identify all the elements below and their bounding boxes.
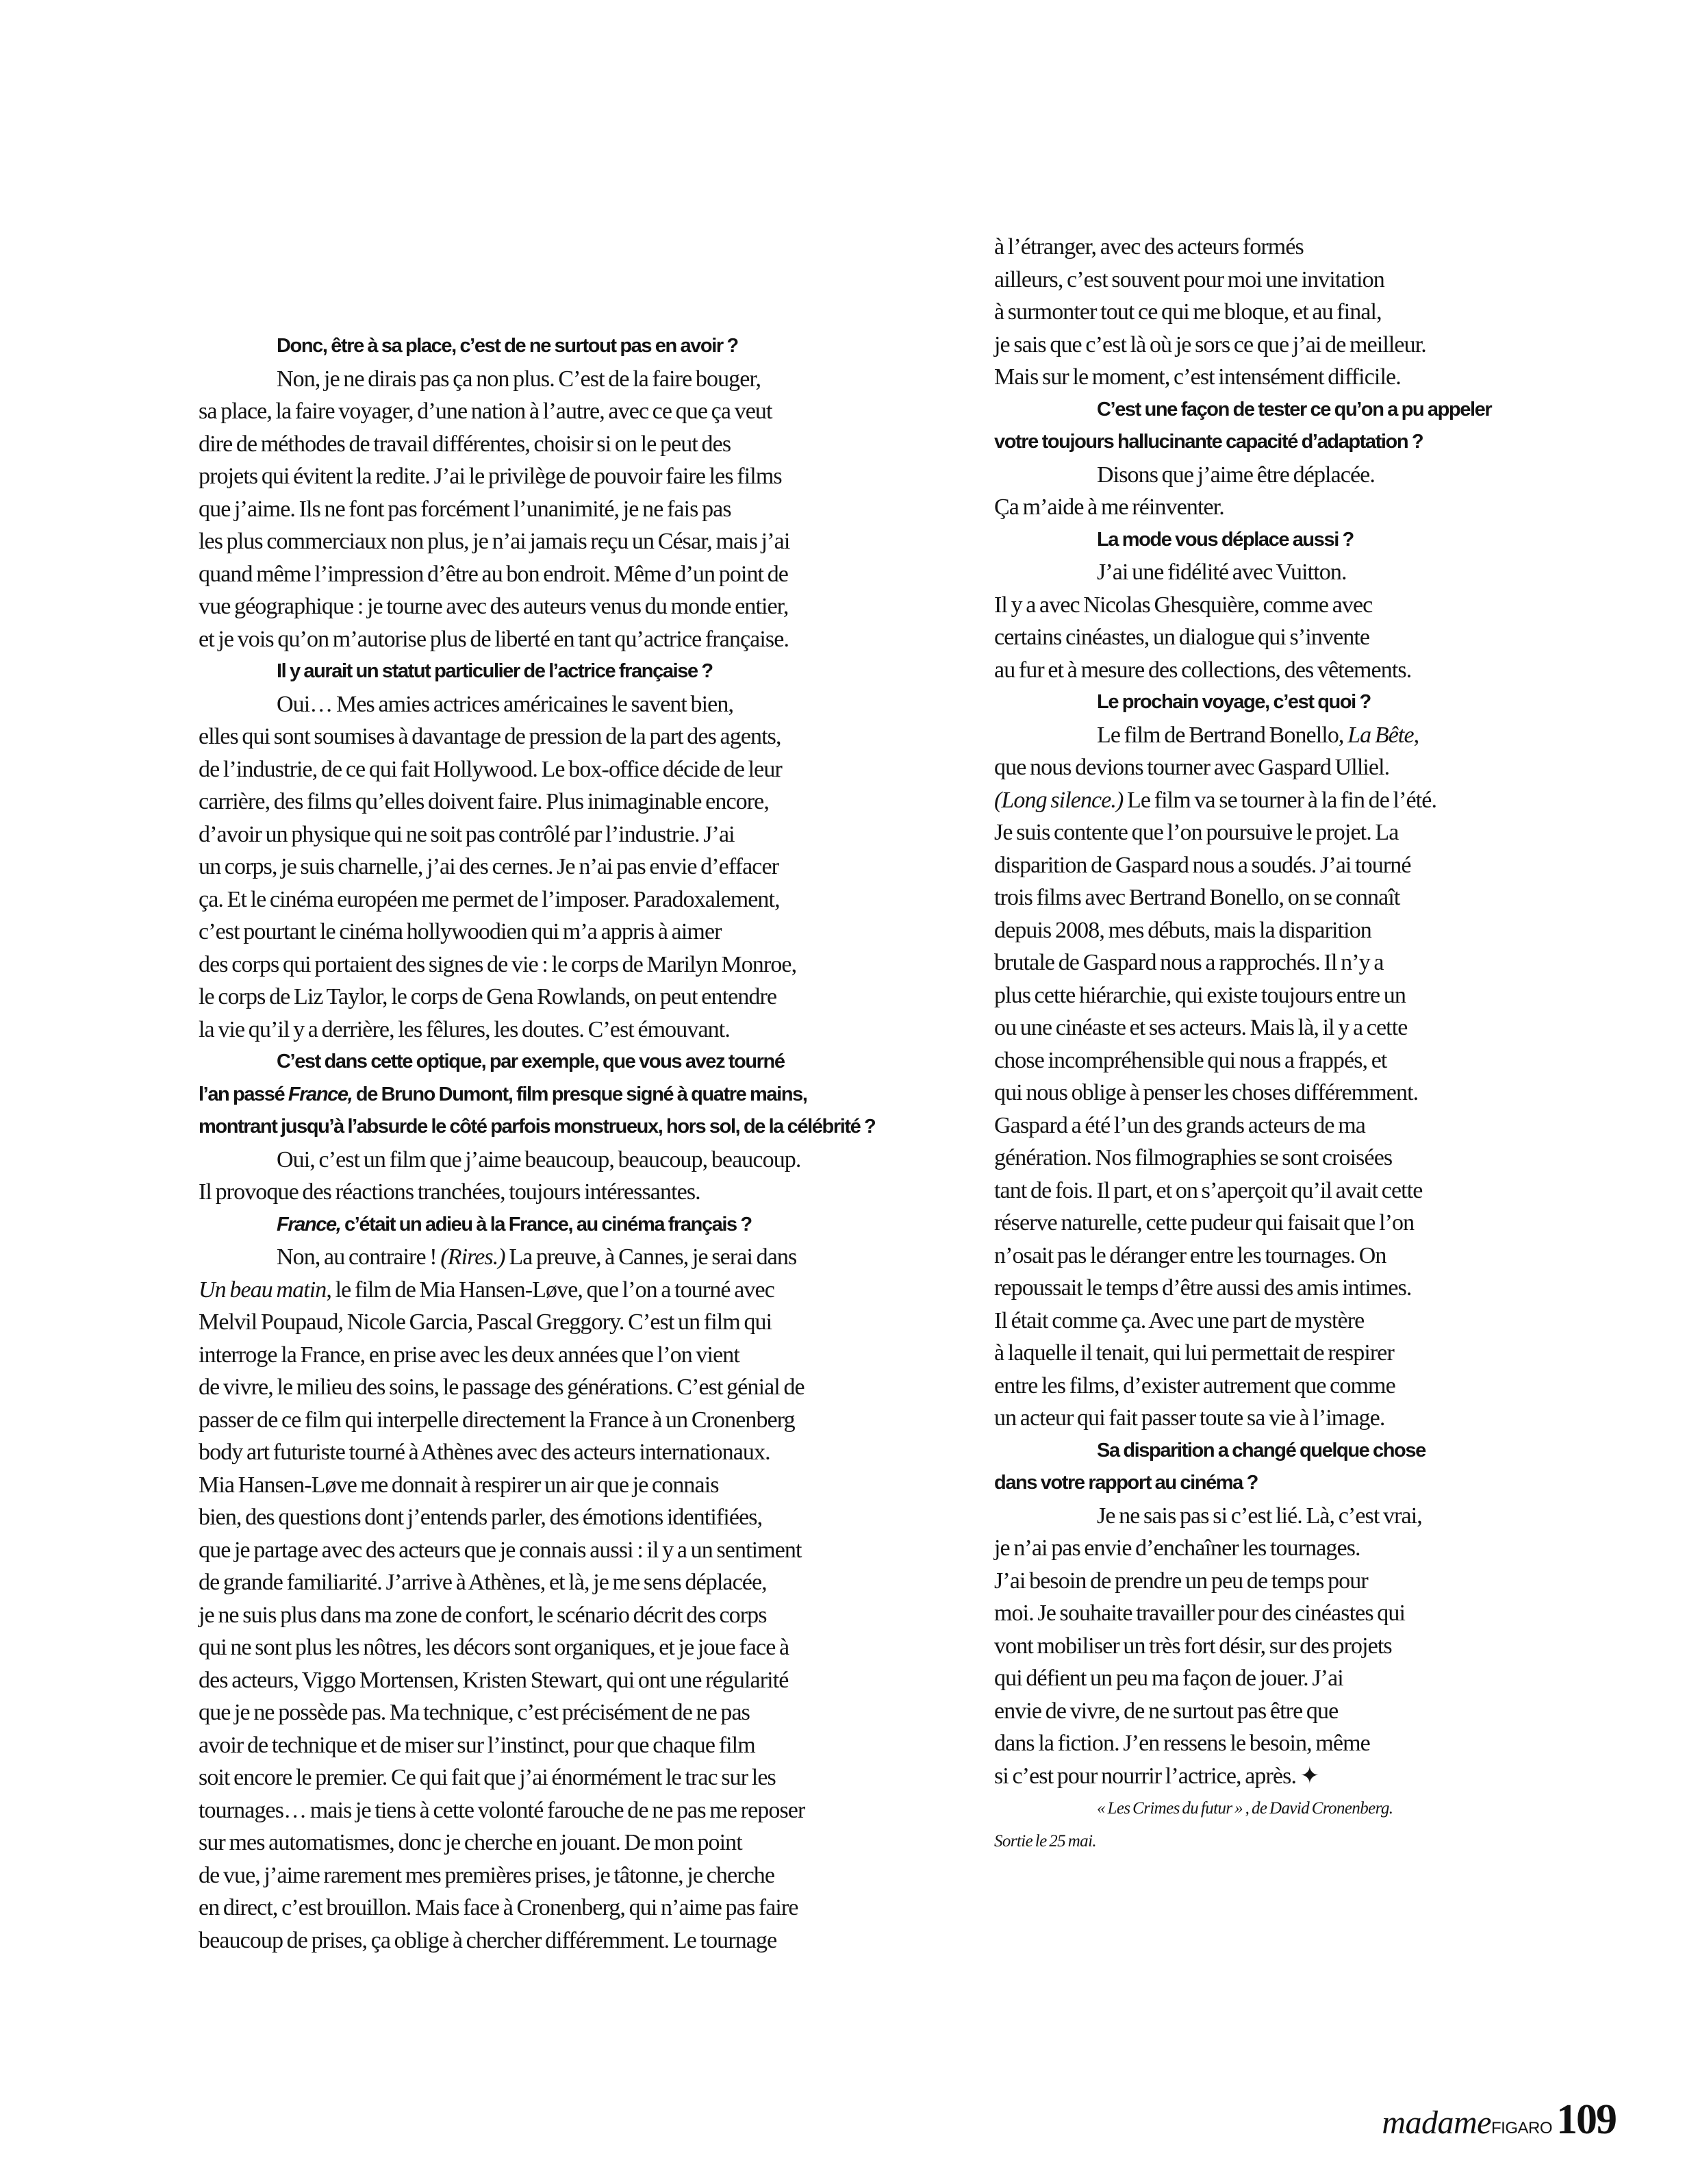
interview-answer-line [199, 460, 945, 493]
text-run: que je ne possède pas. Ma technique, c’est précisément de ne pas [199, 1700, 750, 1725]
text-run: sa place, la faire voyager, d’une nation à l’autre, avec ce que ça veut [199, 399, 772, 424]
text-run: Il était comme ça. Avec une part de mystère [994, 1307, 1365, 1333]
interview-answer-line [199, 818, 945, 851]
text-run: ou une cinéaste et ses acteurs. Mais là, il y a cette [994, 1015, 1408, 1040]
text-run: l’an passé [199, 1083, 288, 1105]
text-run: depuis 2008, mes débuts, mais la disparition [994, 917, 1371, 943]
text-run: qui ne sont plus les nôtres, les décors sont organiques, et je joue face à [199, 1635, 789, 1660]
text-run: que nous devions tourner avec Gaspard Ulliel. [994, 755, 1390, 780]
text-run: Le film va se tourner à la fin de l’été. [1123, 787, 1437, 813]
text-run: La mode vous déplace aussi ? [1097, 528, 1354, 551]
interview-answer-line [994, 849, 1556, 882]
interview-answer-line [199, 1144, 945, 1177]
text-run: Non, au contraire ! [277, 1244, 441, 1270]
interview-answer-line [994, 881, 1556, 914]
text-run: , [1413, 722, 1419, 748]
text-run: Mia Hansen-Løve me donnait à respirer un air que je connais [199, 1472, 719, 1498]
text-run: disparition de Gaspard nous a soudés. J’ai tourné [994, 852, 1411, 878]
text-run: moi. Je souhaite travailler pour des cinéastes qui [994, 1601, 1406, 1626]
interview-answer-line [994, 1565, 1556, 1598]
text-run: de grande familiarité. J’arrive à Athènes, et là, je me sens déplacée, [199, 1570, 767, 1595]
interview-question-line [199, 1046, 945, 1079]
interview-answer-line [199, 525, 945, 558]
interview-answer-line [994, 1077, 1556, 1109]
interview-answer-line [994, 1044, 1556, 1077]
text-run: que je partage avec des acteurs que je connais aussi : il y a un sentiment [199, 1537, 802, 1563]
brand-logo-figaro: FIGARO [1491, 2119, 1552, 2137]
interview-answer-line [994, 1240, 1556, 1272]
interview-answer-line [199, 1827, 945, 1859]
interview-answer-line [199, 1599, 945, 1632]
text-run: projets qui évitent la redite. J’ai le privilège de pouvoir faire les films [199, 464, 782, 489]
text-run: qui nous oblige à penser les choses différemment. [994, 1080, 1419, 1105]
italic-text: Un beau matin [199, 1277, 327, 1303]
interview-answer-line [199, 1404, 945, 1437]
text-run: qui défient un peu ma façon de jouer. J’ai [994, 1666, 1343, 1691]
interview-answer-line [994, 361, 1556, 394]
interview-answer-line [994, 296, 1556, 329]
text-run: La preuve, à Cannes, je serai dans [505, 1244, 797, 1270]
text-run: si c’est pour nourrir l’actrice, après. ✦ [994, 1763, 1319, 1789]
interview-answer-line [199, 1729, 945, 1762]
interview-answer-line [994, 946, 1556, 979]
interview-answer-line [994, 1402, 1556, 1435]
text-run: à l’étranger, avec des acteurs formés [994, 234, 1304, 260]
page-folio [1382, 2096, 1616, 2144]
text-run: votre toujours hallucinante capacité d’adaptation ? [994, 431, 1423, 453]
interview-answer-line [994, 329, 1556, 362]
interview-answer-line [199, 1014, 945, 1046]
text-run: passer de ce film qui interpelle directement la France à un Cronenberg [199, 1407, 795, 1433]
text-run: dans la fiction. J’en ressens le besoin, même [994, 1731, 1370, 1756]
interview-answer-line [199, 1794, 945, 1827]
text-run: beaucoup de prises, ça oblige à chercher différemment. Le tournage [199, 1927, 777, 1953]
text-run: des corps qui portaient des signes de vie : le corps de Marilyn Monroe, [199, 951, 797, 977]
interview-answer-line [994, 459, 1556, 492]
text-run: vont mobiliser un très fort désir, sur des projets [994, 1633, 1392, 1659]
interview-answer-line [199, 1339, 945, 1372]
interview-question-line [994, 524, 1556, 557]
interview-answer-line [994, 1500, 1556, 1533]
text-run: des acteurs, Viggo Mortensen, Kristen Stewart, qui ont une régularité [199, 1667, 789, 1693]
text-run: en direct, c’est brouillon. Mais face à Cronenberg, qui n’aime pas faire [199, 1895, 798, 1920]
interview-answer-line [199, 883, 945, 916]
text-run: de l’industrie, de ce qui fait Hollywood. Le box-office décide de leur [199, 756, 782, 782]
interview-answer-line [199, 1371, 945, 1404]
text-run: tournages… mais je tiens à cette volonté farouche de ne pas me reposer [199, 1797, 805, 1823]
text-run: envie de vivre, de ne surtout pas être que [994, 1698, 1339, 1724]
text-run: d’avoir un physique qui ne soit pas contrôlé par l’industrie. J’ai [199, 821, 735, 847]
interview-answer-line [994, 719, 1556, 752]
text-run: trois films avec Bertrand Bonello, on se connaît [994, 885, 1400, 910]
interview-answer-line [199, 916, 945, 949]
text-run: Donc, être à sa place, c’est de ne surtout pas en avoir ? [277, 335, 738, 357]
text-run: les plus commerciaux non plus, je n’ai jamais reçu un César, mais j’ai [199, 529, 790, 554]
interview-answer-line [199, 753, 945, 786]
interview-answer-line [994, 1370, 1556, 1403]
text-run: tant de fois. Il part, et on s’aperçoit qu’il avait cette [994, 1177, 1423, 1203]
film-credit-line [994, 1792, 1556, 1825]
interview-answer-line [199, 1501, 945, 1534]
text-run: de vivre, le milieu des soins, le passage des générations. C’est génial de [199, 1375, 804, 1400]
interview-answer-line [199, 1469, 945, 1502]
text-run: Le prochain voyage, c’est quoi ? [1097, 691, 1371, 713]
text-run: un acteur qui fait passer toute sa vie à l’image. [994, 1405, 1385, 1431]
interview-answer-line [199, 981, 945, 1014]
text-run: je ne suis plus dans ma zone de confort, le scénario décrit des corps [199, 1602, 767, 1628]
film-credit-line [994, 1825, 1556, 1858]
interview-answer-line [994, 1207, 1556, 1240]
interview-answer-line [994, 589, 1556, 622]
text-run: ailleurs, c’est souvent pour moi une invitation [994, 266, 1384, 292]
text-run: le corps de Liz Taylor, le corps de Gena Rowlands, on peut entendre [199, 984, 777, 1009]
interview-answer-line [199, 1859, 945, 1892]
interview-answer-line [199, 949, 945, 981]
interview-answer-line [199, 590, 945, 623]
italic-text: (Long silence.) [994, 787, 1124, 813]
text-run: sur mes automatismes, donc je cherche en jouant. De mon point [199, 1830, 742, 1855]
text-run: Non, je ne dirais pas ça non plus. C’est de la faire bouger, [277, 366, 761, 392]
text-run: Melvil Poupaud, Nicole Garcia, Pascal Greggory. C’est un film qui [199, 1309, 772, 1335]
italic-text: (Rires.) [440, 1244, 505, 1270]
text-run: au fur et à mesure des collections, des vêtements. [994, 657, 1412, 683]
interview-answer-line [199, 558, 945, 591]
interview-answer-line [199, 1924, 945, 1957]
text-run: vue géographique : je tourne avec des auteurs venus du monde entier, [199, 594, 789, 619]
interview-question-line [199, 1209, 945, 1242]
text-run: c’était un adieu à la France, au cinéma français ? [340, 1213, 752, 1235]
interview-answer-line [994, 1272, 1556, 1305]
text-run: elles qui sont soumises à davantage de pression de la part des agents, [199, 724, 781, 749]
text-run: dans votre rapport au cinéma ? [994, 1472, 1258, 1494]
italic-text: France, [288, 1083, 353, 1105]
interview-answer-line [199, 1696, 945, 1729]
interview-answer-line [994, 556, 1556, 589]
interview-answer-line [994, 654, 1556, 687]
italic-text: La Bête [1347, 722, 1414, 748]
interview-answer-line [199, 623, 945, 656]
interview-answer-line [199, 1534, 945, 1567]
text-run: certains cinéastes, un dialogue qui s’invente [994, 625, 1370, 650]
interview-answer-line [199, 786, 945, 818]
text-run: Ça m’aide à me réinventer. [994, 494, 1224, 520]
text-run: J’ai une fidélité avec Vuitton. [1097, 560, 1347, 585]
interview-question-line [994, 686, 1556, 719]
interview-answer-line [994, 264, 1556, 297]
interview-answer-line [199, 1664, 945, 1697]
text-run: Il provoque des réactions tranchées, toujours intéressantes. [199, 1179, 700, 1205]
interview-answer-line [994, 1012, 1556, 1044]
page-number: 109 [1556, 2096, 1616, 2143]
interview-question-line [199, 1111, 945, 1144]
interview-answer-line [199, 1241, 945, 1274]
text-run: soit encore le premier. Ce qui fait que j’ai énormément le trac sur les [199, 1765, 776, 1790]
text-run: Sa disparition a changé quelque chose [1097, 1439, 1425, 1461]
text-run: entre les films, d’exister autrement que comme [994, 1372, 1395, 1398]
text-run: la vie qu’il y a derrière, les fêlures, les doutes. C’est émouvant. [199, 1016, 730, 1042]
interview-answer-line [994, 1305, 1556, 1338]
text-run: ça. Et le cinéma européen me permet de l’imposer. Paradoxalement, [199, 886, 780, 912]
italic-text: France, [277, 1213, 341, 1235]
text-run: « Les Crimes du futur » , de David Cronenberg. [1097, 1799, 1393, 1818]
text-run: J’ai besoin de prendre un peu de temps pour [994, 1568, 1368, 1594]
text-run: bien, des questions dont j’entends parler, des émotions identifiées, [199, 1505, 763, 1530]
text-run: génération. Nos filmographies se sont croisées [994, 1145, 1393, 1170]
text-run: repoussait le temps d’être aussi des amis intimes. [994, 1275, 1412, 1301]
interview-answer-line [199, 1306, 945, 1339]
text-run: je n’ai pas envie d’enchaîner les tournages. [994, 1535, 1360, 1561]
interview-question-line [994, 1467, 1556, 1500]
interview-answer-line [994, 1662, 1556, 1695]
interview-answer-line [199, 720, 945, 753]
text-run: que j’aime. Ils ne font pas forcément l’unanimité, je ne fais pas [199, 496, 731, 522]
text-run: body art futuriste tourné à Athènes avec des acteurs internationaux. [199, 1440, 770, 1465]
text-run: Mais sur le moment, c’est intensément difficile. [994, 364, 1401, 390]
interview-answer-line [994, 1109, 1556, 1142]
text-run: chose incompréhensible qui nous a frappés, et [994, 1047, 1387, 1073]
text-run: C’est dans cette optique, par exemple, que vous avez tourné [277, 1051, 785, 1072]
text-run: je sais que c’est là où je sors ce que j’ai de meilleur. [994, 331, 1426, 357]
text-run: avoir de technique et de miser sur l’instinct, pour que chaque film [199, 1732, 755, 1758]
interview-answer-line [994, 784, 1556, 817]
text-run: c’est pourtant le cinéma hollywoodien qui m’a appris à aimer [199, 919, 722, 944]
interview-answer-line [994, 1695, 1556, 1728]
interview-answer-line [199, 428, 945, 461]
text-run: à laquelle il tenait, qui lui permettait de respirer [994, 1340, 1394, 1366]
text-run: de Bruno Dumont, film presque signé à quatre mains, [352, 1083, 807, 1105]
interview-answer-line [994, 231, 1556, 264]
text-run: Gaspard a été l’un des grands acteurs de ma [994, 1112, 1365, 1138]
text-run: Disons que j’aime être déplacée. [1097, 462, 1375, 488]
text-run: un corps, je suis charnelle, j’ai des cernes. Je n’ai pas envie d’effacer [199, 854, 779, 879]
text-run: à surmonter tout ce qui me bloque, et au final, [994, 299, 1382, 325]
interview-answer-line [199, 1176, 945, 1209]
text-run: Oui, c’est un film que j’aime beaucoup, beaucoup, beaucoup. [277, 1146, 801, 1172]
interview-answer-line [994, 1597, 1556, 1630]
interview-answer-line [994, 1760, 1556, 1793]
interview-answer-line [994, 1337, 1556, 1370]
interview-answer-line [199, 1274, 945, 1307]
text-run: Sortie le 25 mai. [994, 1831, 1097, 1850]
interview-question-line [994, 394, 1556, 427]
interview-answer-line [994, 1142, 1556, 1175]
text-run: Il y aurait un statut particulier de l’actrice française ? [277, 660, 713, 682]
text-run: plus cette hiérarchie, qui existe toujours entre un [994, 982, 1406, 1008]
interview-answer-line [199, 1631, 945, 1664]
interview-answer-line [994, 1727, 1556, 1760]
interview-answer-line [199, 688, 945, 721]
text-run: montrant jusqu’à l’absurde le côté parfois monstrueux, hors sol, de la célébrité ? [199, 1116, 876, 1138]
interview-answer-line [994, 751, 1556, 784]
interview-question-line [199, 330, 945, 363]
interview-answer-line [994, 914, 1556, 947]
article-column-right [994, 231, 1556, 1857]
interview-answer-line [994, 491, 1556, 524]
text-run: de vue, j’aime rarement mes premières prises, je tâtonne, je cherche [199, 1862, 775, 1888]
interview-answer-line [199, 395, 945, 428]
interview-question-line [199, 655, 945, 688]
interview-question-line [199, 1079, 945, 1112]
text-run: , le film de Mia Hansen-Løve, que l’on a tourné avec [326, 1277, 774, 1303]
interview-answer-line [199, 851, 945, 883]
interview-answer-line [199, 1436, 945, 1469]
text-run: Je ne sais pas si c’est lié. Là, c’est vrai, [1097, 1503, 1422, 1529]
interview-answer-line [994, 621, 1556, 654]
text-run: Le film de Bertrand Bonello, [1097, 722, 1348, 748]
text-run: dire de méthodes de travail différentes, choisir si on le peut des [199, 431, 731, 457]
interview-answer-line [199, 1892, 945, 1924]
interview-answer-line [994, 1175, 1556, 1207]
text-run: interroge la France, en prise avec les deux années que l’on vient [199, 1342, 739, 1368]
text-run: C’est une façon de tester ce qu’on a pu appeler [1097, 398, 1492, 421]
brand-logo-madame: madame [1382, 2105, 1491, 2141]
interview-answer-line [199, 1566, 945, 1599]
text-run: brutale de Gaspard nous a rapprochés. Il n’y a [994, 950, 1384, 975]
text-run: carrière, des films qu’elles doivent faire. Plus inimaginable encore, [199, 789, 769, 814]
interview-answer-line [994, 979, 1556, 1012]
article-column-left [199, 330, 945, 1957]
text-run: et je vois qu’on m’autorise plus de liberté en tant qu’actrice française. [199, 626, 789, 652]
text-run: réserve naturelle, cette pudeur qui faisait que l’on [994, 1210, 1415, 1235]
text-run: n’osait pas le déranger entre les tournages. On [994, 1242, 1386, 1268]
interview-question-line [994, 426, 1556, 459]
interview-answer-line [199, 1761, 945, 1794]
interview-answer-line [994, 1630, 1556, 1663]
interview-answer-line [994, 1532, 1556, 1565]
text-run: Il y a avec Nicolas Ghesquière, comme avec [994, 592, 1373, 618]
interview-answer-line [994, 816, 1556, 849]
interview-question-line [994, 1435, 1556, 1468]
text-run: quand même l’impression d’être au bon endroit. Même d’un point de [199, 561, 788, 587]
interview-answer-line [199, 363, 945, 396]
text-run: Oui… Mes amies actrices américaines le savent bien, [277, 691, 734, 717]
interview-answer-line [199, 493, 945, 526]
text-run: Je suis contente que l’on poursuive le projet. La [994, 820, 1399, 845]
